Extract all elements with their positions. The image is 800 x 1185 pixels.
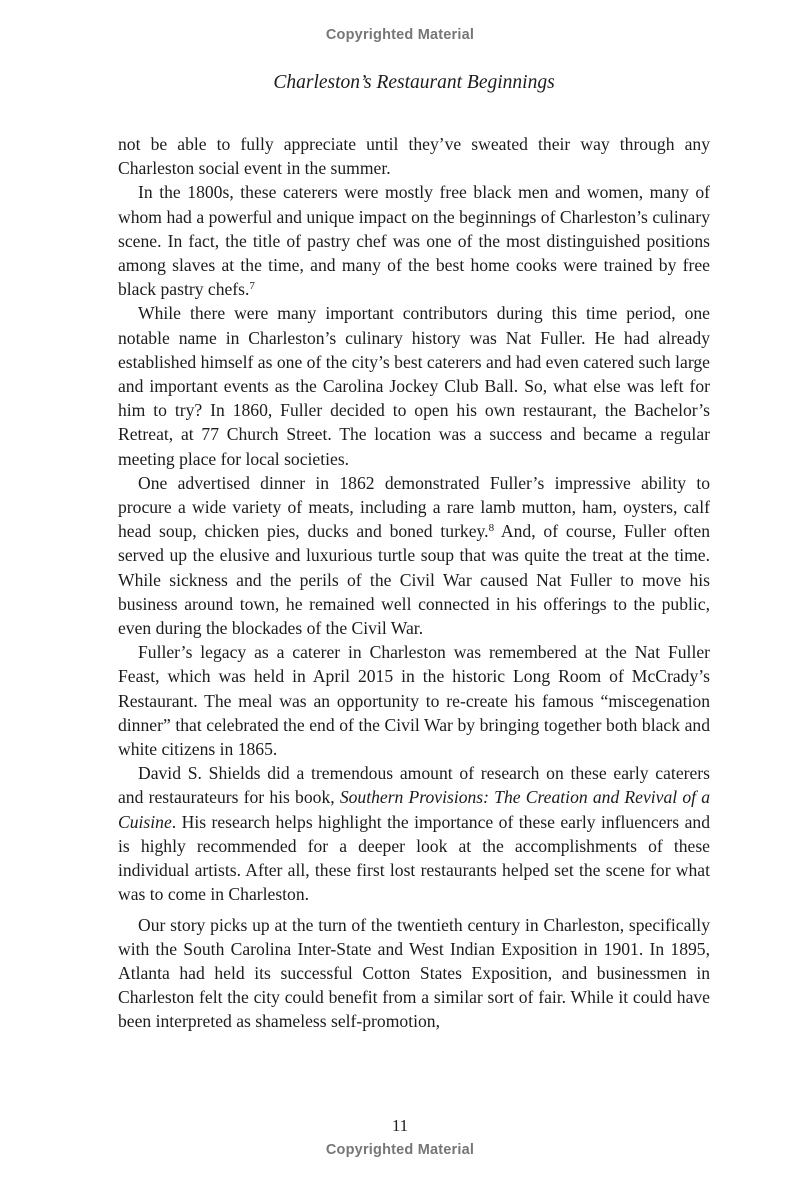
paragraph-text: In the 1800s, these caterers were mostly free black men and women, many of whom had a powerful and unique impact on the beginnings of Charleston’s culinary scene. In fact, the title of pastry chef was one of the most distinguished positions among slaves at the time, and many of the best home cooks were trained by free black pastry chefs.: [118, 182, 710, 300]
paragraph-text: And, of course, Fuller often served up the elusive and luxurious turtle soup that was quite the treat at the time. While sickness and the perils of the Civil War caused Nat Fuller to move his business around town, he remained well connected in his offerings to the public, even during the blockades of the Civil War.: [118, 521, 710, 639]
copyright-watermark-bottom: Copyrighted Material: [325, 1142, 475, 1158]
book-title: Southern Provisions: The Creation and Revival of a Cuisine: [118, 787, 711, 832]
paragraph-text: not be able to fully appreciate until they’ve sweated their way through any Charleston social event in the summer.: [118, 134, 710, 179]
paragraph-7: [118, 913, 710, 1034]
paragraph-text: One advertised dinner in 1862 demonstrated Fuller’s impressive ability to procure a wide variety of meats, including a rare lamb mutton, ham, oysters, calf head soup, chicken pies, ducks and boned turkey.: [118, 472, 710, 542]
paragraph-text: Fuller’s legacy as a caterer in Charleston was remembered at the Nat Fuller Feast, which was held in April 2015 in the historic Long Room of McCrady’s Restaurant. The meal was an opportunity to re-create his famous “miscegenation dinner” that celebrated the end of the Civil War by bringing together both black and white citizens in 1865.: [118, 642, 710, 760]
body-text: [118, 132, 710, 1034]
page-number: 11: [391, 1116, 409, 1135]
paragraph-text: David S. Shields did a tremendous amount of research on these early caterers and restaurateurs for his book,: [118, 763, 710, 808]
footnote-marker: 8: [488, 522, 495, 535]
paragraph-6: [118, 761, 710, 906]
running-head: Charleston’s Restaurant Beginnings: [273, 72, 555, 93]
paragraph-text: While there were many important contributors during this time period, one notable name in Charleston’s culinary history was Nat Fuller. He had already established himself as one of the city’s best caterers and had even catered such large and important events as the Carolina Jockey Club Ball. So, what else was left for him to try? In 1860, Fuller decided to open his own restaurant, the Bachelor’s Retreat, at 77 Church Street. The location was a success and became a regular meeting place for local societies.: [118, 303, 710, 469]
copyright-watermark-top: Copyrighted Material: [325, 27, 475, 43]
paragraph-4: [118, 471, 710, 640]
paragraph-text: . His research helps highlight the importance of these early influencers and is highly recommended for a deeper look at the accomplishments of these individual artists. After all, these first lost restaurants helped set the scene for what was to come in Charleston.: [118, 811, 710, 905]
footnote-marker: 7: [249, 280, 255, 293]
paragraph-5: [118, 640, 710, 761]
paragraph-1: [118, 132, 710, 180]
paragraph-text: Our story picks up at the turn of the twentieth century in Charleston, specifically with the South Carolina Inter-State and West Indian Exposition in 1901. In 1895, Atlanta had held its successful Cotton States Exposition, and businessmen in Charleston felt the city could benefit from a similar sort of fair. While it could have been interpreted as shameless self-promotion,: [118, 914, 710, 1032]
paragraph-3: [118, 301, 710, 470]
paragraph-2: [118, 180, 710, 301]
